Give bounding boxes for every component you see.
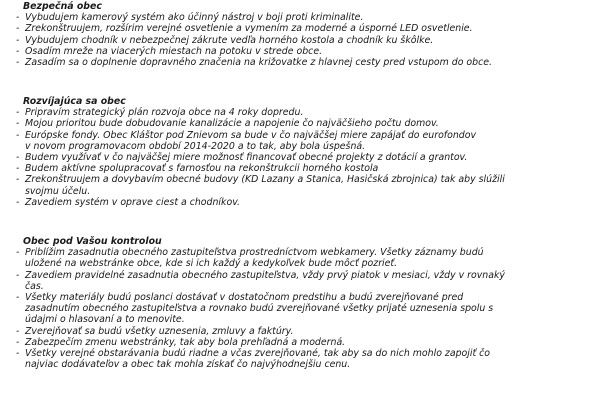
dash-bullet: - [16,247,20,259]
dash-bullet: - [16,152,20,163]
list-item-text: Priblížim zasadnutia obecného zastupiteľstva prostredníctvom webkamery. Všetky záznamy budú uložené na webstránke obce, kde si ich každý a kedykoľvek bude môcť pozrieť. [25,247,484,270]
list-item [0,23,585,34]
dash-bullet: - [16,118,20,130]
section-heading: Obec pod Vašou kontrolou [23,236,162,247]
list-item [0,35,585,46]
list-item-text: Budem aktívne spolupracovať s farnosťou na rekonštrukcii horného kostola [25,163,379,175]
list-item [0,163,585,174]
list-item [0,174,585,196]
list-item-text: Všetky materiály budú poslanci dostávať v dostatočnom predstihu a budú zverejňované pred zasadnutím obecného zastupiteľstva a rovnako budú zverejňované všetky prijaté uznesenia spolu s údajmi o hlasovaní a to menovite. [25,292,494,326]
list-item-text: Osadím mreže na viacerých miestach na potoku v strede obce. [25,45,323,57]
list-item [0,118,585,129]
dash-bullet: - [16,174,20,186]
list-item [0,348,585,370]
list-item-text: Mojou prioritou bude dobudovanie kanalizácie a napojenie čo najväčšieho počtu domov. [25,118,439,130]
dash-bullet: - [16,325,20,337]
bullet-list [0,12,585,68]
dash-bullet: - [16,129,20,141]
list-item-text: Vybudujem kamerový systém ako účinný nástroj v boji proti kriminalite. [25,12,364,24]
list-item-text: Zavediem systém v oprave ciest a chodníkov. [25,196,240,208]
list-item-text: Vybudujem chodník v nebezpečnej zákrute vedľa horného kostola a chodník ku škôlke. [25,34,434,46]
bullet-list [0,247,585,370]
list-item-text: Pripravím strategický plán rozvoja obce na 4 roky dopredu. [25,107,304,119]
dash-bullet: - [16,34,20,46]
dash-bullet: - [16,57,20,68]
dash-bullet: - [16,45,20,57]
list-item-text: Zasadím sa o doplnenie dopravného značenia na križovatke z hlavnej cesty pred vstupom do obce. [25,57,493,68]
list-item [0,152,585,163]
dash-bullet: - [16,23,20,35]
list-item [0,292,585,326]
list-item [0,12,585,23]
dash-bullet: - [16,292,20,303]
list-item [0,326,585,337]
list-item [0,46,585,57]
list-item [0,57,585,68]
dash-bullet: - [16,12,20,24]
bullet-list [0,107,585,208]
list-item-text: Budem využívať v čo najväčšej miere možnosť financovať obecné projekty z dotácií a grantov. [25,152,468,163]
list-item-text: Európske fondy. Obec Kláštor pod Znievom sa bude v čo najväčšej miere zapájať do eurofondov v novom programovacom období 2014-2020 a to tak, aby bola úspešná. [25,129,477,152]
list-item-text: Zverejňovať sa budú všetky uznesenia, zmluvy a faktúry. [25,325,294,337]
list-item [0,270,585,292]
dash-bullet: - [16,336,20,348]
dash-bullet: - [16,107,20,119]
list-item [0,337,585,348]
list-item [0,197,585,208]
list-item-text: Zrekonštruujem, rozšírim verejné osvetlenie a vymením za moderné a úsporné LED osvetlenie. [25,23,473,35]
list-item [0,247,585,269]
list-item-text: Všetky verejné obstarávania budú riadne a včas zverejňované, tak aby sa do nich mohlo zapojiť čo najviac dodávateľov a obec tak mohla získať čo najvýhodnejšiu cenu. [25,348,491,371]
list-item-text: Zavediem pravidelné zasadnutia obecného zastupiteľstva, vždy prvý piatok v mesiaci, vždy v rovnaký čas. [25,269,505,292]
section-heading: Rozvíjajúca sa obec [23,96,126,107]
dash-bullet: - [16,269,20,281]
list-item-text: Zabezpečím zmenu webstránky, tak aby bola prehľadná a moderná. [25,336,346,348]
dash-bullet: - [16,163,20,175]
dash-bullet: - [16,348,20,360]
dash-bullet: - [16,196,20,208]
section-heading: Bezpečná obec [23,1,102,12]
list-item-text: Zrekonštruujem a dovybavím obecné budovy (KD Lazany a Stanica, Hasičská zbrojnica) tak aby slúžili svojmu účelu. [25,174,505,197]
list-item [0,130,585,152]
list-item [0,107,585,118]
